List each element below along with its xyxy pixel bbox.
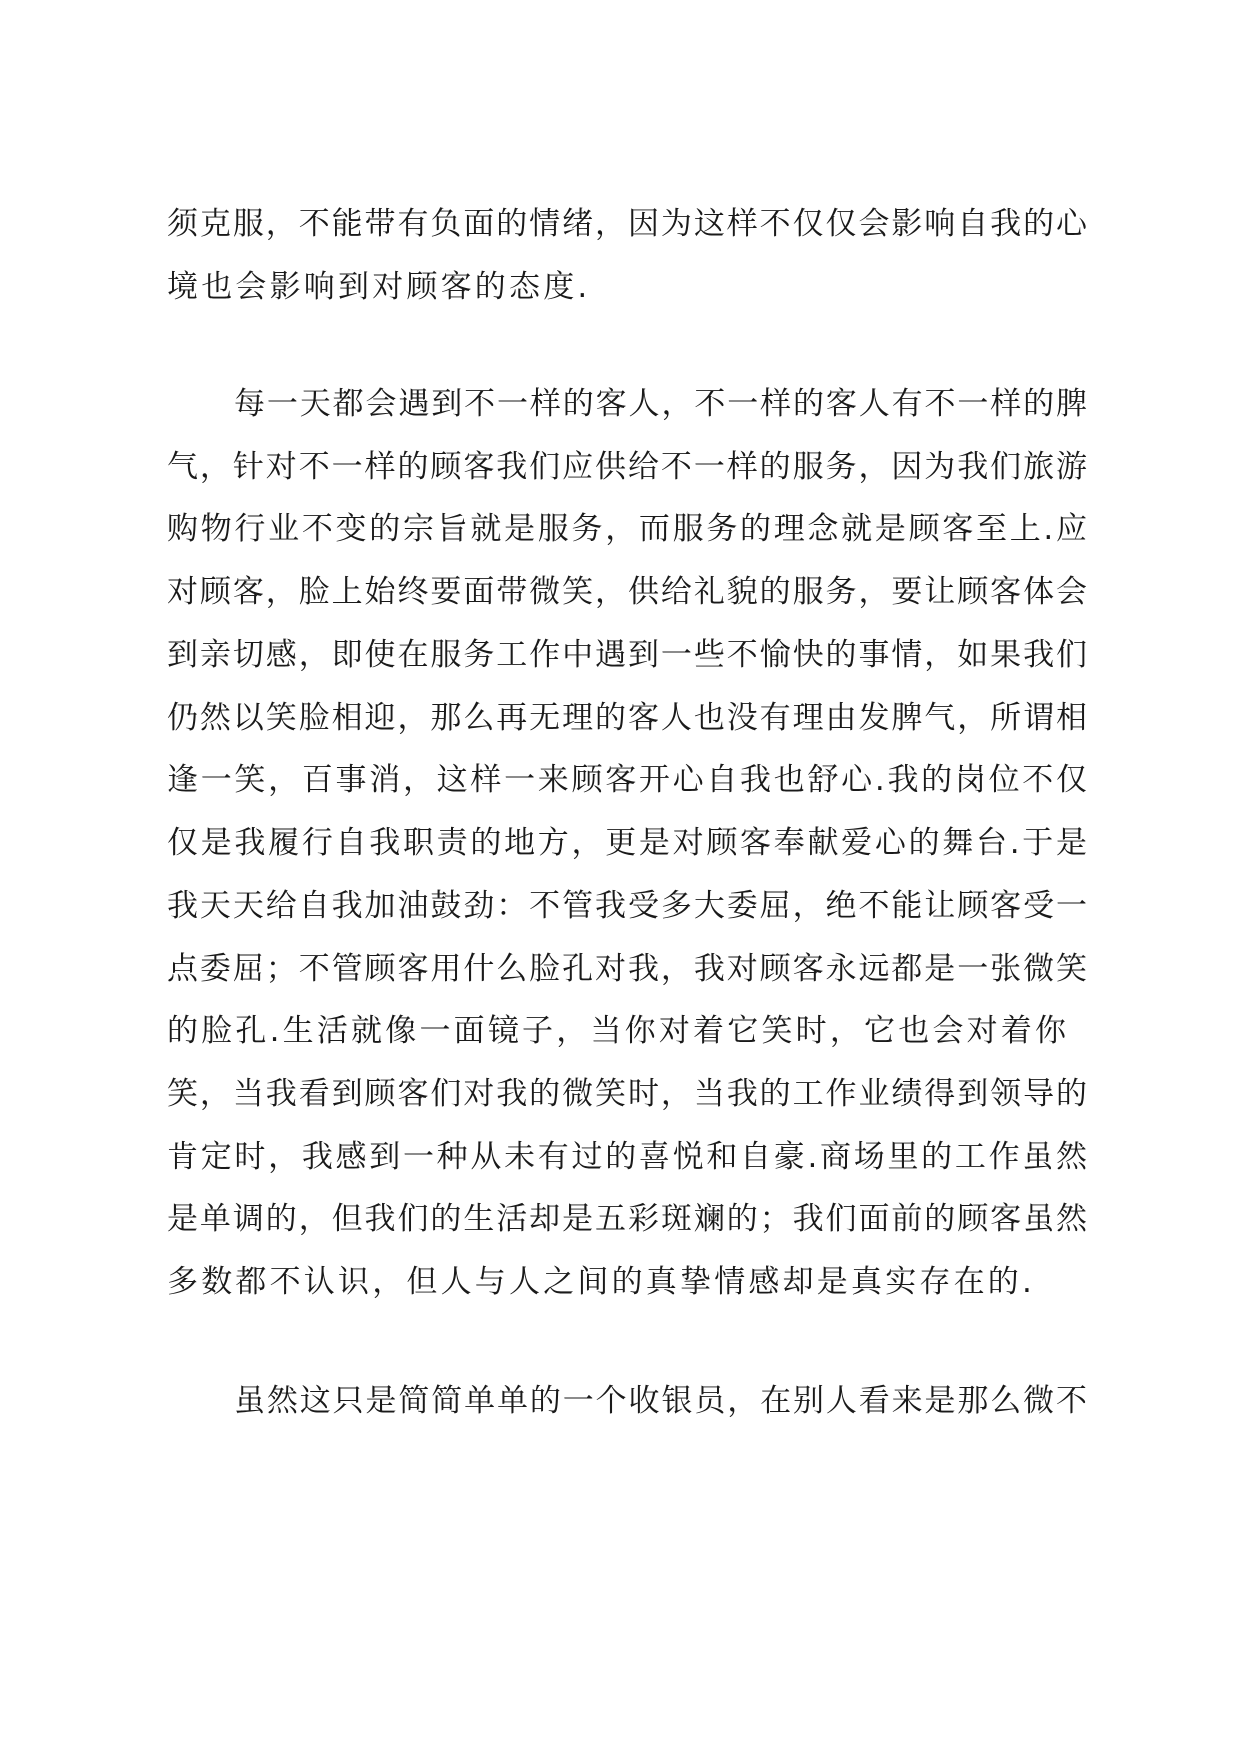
text-line: 购物行业不变的宗旨就是服务，而服务的理念就是顾客至上.应 xyxy=(167,511,1087,547)
text-line: 点委屈；不管顾客用什么脸孔对我，我对顾客永远都是一张微笑 xyxy=(167,951,1087,987)
text-line: 到亲切感，即使在服务工作中遇到一些不愉快的事情，如果我们 xyxy=(167,637,1087,673)
text-line: 是单调的，但我们的生活却是五彩斑斓的；我们面前的顾客虽然 xyxy=(167,1201,1087,1237)
text-line: 仅是我履行自我职责的地方，更是对顾客奉献爱心的舞台.于是 xyxy=(167,825,1087,861)
text-line: 我天天给自我加油鼓劲：不管我受多大委屈，绝不能让顾客受一 xyxy=(167,888,1087,924)
text-line: 气，针对不一样的顾客我们应供给不一样的服务，因为我们旅游 xyxy=(167,449,1087,485)
text-line: 境也会影响到对顾客的态度. xyxy=(167,269,591,305)
text-line: 虽然这只是简简单单的一个收银员，在别人看来是那么微不 xyxy=(234,1383,1087,1419)
text-line: 逢一笑，百事消，这样一来顾客开心自我也舒心.我的岗位不仅 xyxy=(167,762,1087,798)
text-line: 每一天都会遇到不一样的客人，不一样的客人有不一样的脾 xyxy=(234,386,1087,422)
text-line: 肯定时，我感到一种从未有过的喜悦和自豪.商场里的工作虽然 xyxy=(167,1139,1087,1175)
text-line: 对顾客，脸上始终要面带微笑，供给礼貌的服务，要让顾客体会 xyxy=(167,574,1087,610)
text-line: 笑，当我看到顾客们对我的微笑时，当我的工作业绩得到领导的 xyxy=(167,1076,1087,1112)
text-line: 多数都不认识，但人与人之间的真挚情感却是真实存在的. xyxy=(167,1264,1036,1300)
text-line: 须克服，不能带有负面的情绪，因为这样不仅仅会影响自我的心 xyxy=(167,206,1087,242)
text-line: 仍然以笑脸相迎，那么再无理的客人也没有理由发脾气，所谓相 xyxy=(167,700,1087,736)
text-line: 的脸孔.生活就像一面镜子，当你对着它笑时，它也会对着你 xyxy=(167,1013,1070,1049)
